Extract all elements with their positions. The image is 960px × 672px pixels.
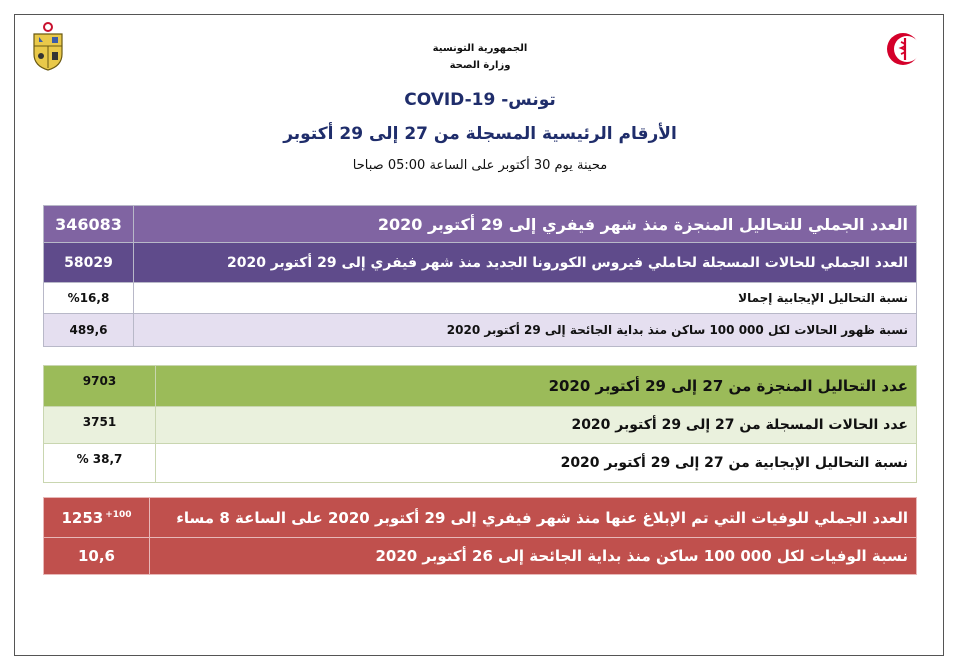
coat-of-arms-icon [30,20,66,72]
total-cases-value: 58029 [44,243,134,283]
table-row [44,243,917,283]
total-tests-label: العدد الجملي للتحاليل المنجزة منذ شهر فيفري إلى 29 أكتوبر 2020 [134,206,917,243]
period-cases-label: عدد الحالات المسجلة من 27 إلى 29 أكتوبر 2020 [156,407,917,444]
deaths-table [43,497,917,575]
period-tests-label: عدد التحاليل المنجزة من 27 إلى 29 أكتوبر 2020 [156,366,917,407]
table-row [44,444,917,483]
total-deaths-label: العدد الجملي للوفيات التي تم الإبلاغ عنها منذ شهر فيفري إلى 29 أكتوبر 2020 على الساعة 8 مساء [150,498,917,538]
table-row [44,538,917,575]
incidence-value: 489,6 [44,314,134,347]
update-timestamp: محينة يوم 30 أكتوبر على الساعة 05:00 صباحا [352,158,608,173]
period-tests-value: 9703 [44,366,156,407]
period-positivity-label: نسبة التحاليل الإيجابية من 27 إلى 29 أكتوبر 2020 [156,444,917,483]
cumulative-table [43,205,917,347]
mortality-rate-label: نسبة الوفيات لكل 000 100 ساكن منذ بداية الجائحة إلى 26 أكتوبر 2020 [150,538,917,575]
table-row [44,314,917,347]
table-row [44,206,917,243]
page-title: COVID-19 -تونس [404,90,556,110]
table-row [44,407,917,444]
total-deaths-value: 1253 [61,508,104,527]
positivity-total-value: %16,8 [44,283,134,314]
table-row [44,283,917,314]
total-tests-value: 346083 [44,206,134,243]
table-row [44,366,917,407]
mortality-rate-value: 10,6 [44,538,150,575]
page-subtitle: الأرقام الرئيسية المسجلة من 27 إلى 29 أكتوبر [283,124,677,144]
issuer-block [380,40,580,74]
health-ministry-logo-icon [884,30,922,68]
period-table [43,365,917,483]
ministry-name: وزارة الصحة [449,60,511,71]
positivity-total-label: نسبة التحاليل الإيجابية إجمالا [134,283,917,314]
table-row [44,498,917,538]
period-positivity-value: % 38,7 [44,444,156,483]
total-deaths-cell [44,498,150,538]
period-cases-value: 3751 [44,407,156,444]
deaths-delta-badge: +100 [105,509,132,520]
incidence-label: نسبة ظهور الحالات لكل 000 100 ساكن منذ بداية الجائحة إلى 29 أكتوبر 2020 [134,314,917,347]
republic-name: الجمهورية التونسية [432,43,528,54]
total-cases-label: العدد الجملي للحالات المسجلة لحاملي فيروس الكورونا الجديد منذ شهر فيفري إلى 29 أكتوبر 2020 [134,243,917,283]
